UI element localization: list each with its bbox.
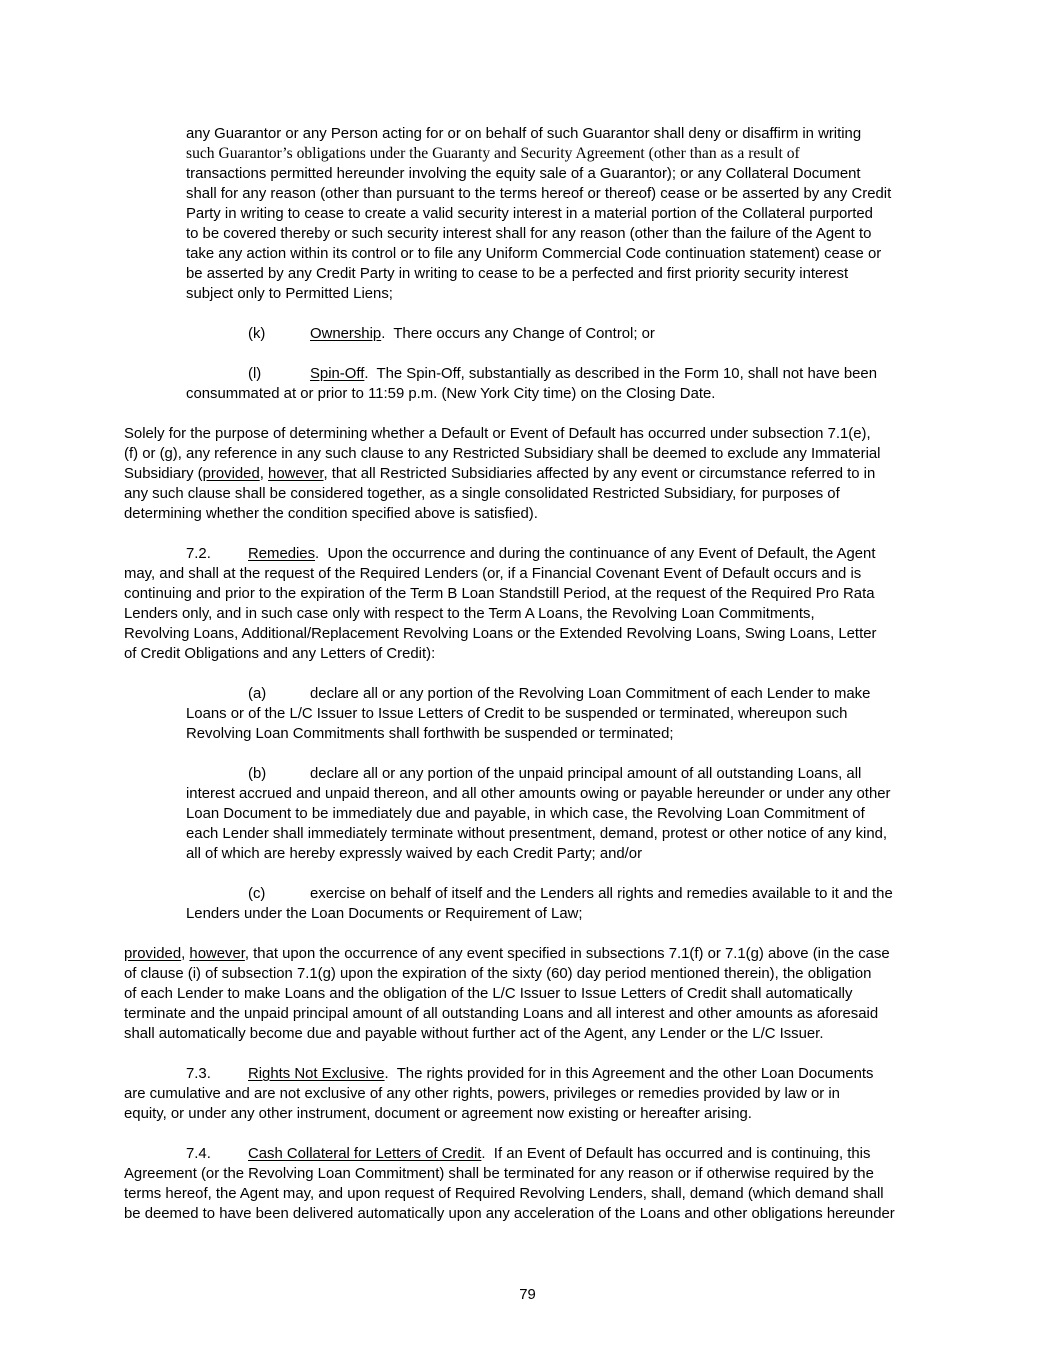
text-line: take any action within its control or to file any Uniform Commercial Code continuation statement) cease or [186, 246, 882, 262]
section-text: . The rights provided for in this Agreement and the other Loan Documents [384, 1066, 874, 1082]
text-line: shall for any reason (other than pursuant to the terms hereof or thereof) cease or be asserted by any Credit [186, 186, 892, 202]
clause-heading: Spin-Off [310, 366, 365, 382]
section-number: 7.2. [186, 546, 211, 562]
text-line: be deemed to have been delivered automatically upon any acceleration of the Loans and other obligations hereunder [124, 1206, 895, 1222]
text-line: each Lender shall immediately terminate without presentment, demand, protest or other notice of any kind, [186, 826, 888, 842]
clause-text: declare all or any portion of the unpaid principal amount of all outstanding Loans, all [310, 766, 862, 782]
text-line: Lenders under the Loan Documents or Requirement of Law; [186, 906, 583, 922]
text-line [124, 464, 875, 484]
section-heading: Cash Collateral for Letters of Credit [248, 1146, 482, 1162]
text-span: , that all Restricted Subsidiaries affected by any event or circumstance referred to in [323, 466, 876, 482]
text-span: , [181, 946, 190, 962]
clause-heading: Ownership [310, 326, 382, 342]
text-line: (f) or (g), any reference in any such clause to any Restricted Subsidiary shall be deemed to exclude any Immaterial [124, 446, 881, 462]
clause-text: . There occurs any Change of Control; or [381, 326, 655, 342]
clause-first-line [248, 884, 893, 904]
text-line: terms hereof, the Agent may, and upon request of Required Revolving Lenders, shall, demand (which demand shall [124, 1186, 884, 1202]
section-text: . If an Event of Default has occurred and is continuing, this [481, 1146, 871, 1162]
text-line: shall automatically become due and payable without further act of the Agent, any Lender or the L/C Issuer. [124, 1026, 824, 1042]
text-line: may, and shall at the request of the Required Lenders (or, if a Financial Covenant Event of Default occurs and is [124, 566, 862, 582]
text-line: Agreement (or the Revolving Loan Commitment) shall be terminated for any reason or if otherwise required by the [124, 1166, 874, 1182]
clause-text: . The Spin-Off, substantially as described in the Form 10, shall not have been [364, 366, 877, 382]
text-line: any such clause shall be considered together, as a single consolidated Restricted Subsidiary, for purposes of [124, 486, 840, 502]
section-heading-line [186, 1144, 870, 1164]
text-line: Loans or of the L/C Issuer to Issue Letters of Credit to be suspended or terminated, whereupon such [186, 706, 848, 722]
provided-term: provided [124, 946, 182, 962]
text-line: Lenders only, and in such case only with respect to the Term A Loans, the Revolving Loan Commitments, [124, 606, 815, 622]
text-line: interest accrued and unpaid thereon, and all other amounts owing or payable hereunder or under any other [186, 786, 891, 802]
text-line: such Guarantor’s obligations under the Guaranty and Security Agreement (other than as a result of [186, 145, 800, 162]
text-line: of clause (i) of subsection 7.1(g) upon the expiration of the sixty (60) day period mentioned therein), the obligation [124, 966, 872, 982]
section-heading: Rights Not Exclusive [248, 1066, 385, 1082]
section-heading: Remedies [248, 546, 316, 562]
text-line: to be covered thereby or such security interest shall for any reason (other than the failure of the Agent to [186, 226, 872, 242]
text-line: continuing and prior to the expiration of the Term B Loan Standstill Period, at the request of the Required Pro Rata [124, 586, 875, 602]
section-number: 7.3. [186, 1066, 211, 1082]
clause-first-line [248, 764, 861, 784]
text-line: transactions permitted hereunder involving the equity sale of a Guarantor); or any Collateral Document [186, 166, 861, 182]
text-line: subject only to Permitted Liens; [186, 286, 393, 302]
text-line: of Credit Obligations and any Letters of Credit): [124, 646, 436, 662]
text-line: Solely for the purpose of determining whether a Default or Event of Default has occurred under subsection 7.1(e), [124, 426, 871, 442]
clause-first-line [248, 684, 870, 704]
however-term: however [268, 466, 324, 482]
page-number: 79 [519, 1287, 536, 1303]
text-line: determining whether the condition specified above is satisfied). [124, 506, 538, 522]
clause-text: exercise on behalf of itself and the Lenders all rights and remedies available to it and the [310, 886, 893, 902]
clause-number: (c) [248, 886, 266, 902]
section-heading-line [186, 544, 875, 564]
text-line: Party in writing to cease to create a valid security interest in a material portion of the Collateral purported [186, 206, 873, 222]
text-line: Loan Document to be immediately due and payable, in which case, the Revolving Loan Commitment of [186, 806, 865, 822]
clause-text: declare all or any portion of the Revolving Loan Commitment of each Lender to make [310, 686, 871, 702]
text-span: , [259, 466, 269, 482]
clause-number: (a) [248, 686, 267, 702]
text-line: of each Lender to make Loans and the obligation of the L/C Issuer to Issue Letters of Credit shall automatically [124, 986, 853, 1002]
text-line: be asserted by any Credit Party in writing to cease to be a perfected and first priority security interest [186, 266, 849, 282]
section-number: 7.4. [186, 1146, 211, 1162]
text-span: , that upon the occurrence of any event specified in subsections 7.1(f) or 7.1(g) above (in the case [244, 946, 890, 962]
clause-number: (b) [248, 766, 267, 782]
section-text: . Upon the occurrence and during the continuance of any Event of Default, the Agent [315, 546, 876, 562]
text-line: all of which are hereby expressly waived by each Credit Party; and/or [186, 846, 643, 862]
clause-l [248, 364, 877, 384]
text-line: are cumulative and are not exclusive of any other rights, powers, privileges or remedies provided by law or in [124, 1086, 840, 1102]
clause-k [248, 324, 655, 344]
text-line [124, 944, 890, 964]
text-line: terminate and the unpaid principal amount of all outstanding Loans and all interest and other amounts as aforesaid [124, 1006, 879, 1022]
section-heading-line [186, 1064, 873, 1084]
clause-number: (l) [248, 366, 262, 382]
text-span: Subsidiary ( [124, 466, 203, 482]
provided-term: provided [202, 466, 260, 482]
text-line: Revolving Loan Commitments shall forthwith be suspended or terminated; [186, 726, 674, 742]
text-line: consummated at or prior to 11:59 p.m. (New York City time) on the Closing Date. [186, 386, 716, 402]
text-line: equity, or under any other instrument, document or agreement now existing or hereafter arising. [124, 1106, 752, 1122]
however-term: however [189, 946, 245, 962]
clause-number: (k) [248, 326, 266, 342]
text-line: Revolving Loans, Additional/Replacement Revolving Loans or the Extended Revolving Loans, Swing Loans, Letter [124, 626, 877, 642]
text-line: any Guarantor or any Person acting for or on behalf of such Guarantor shall deny or disaffirm in writing [186, 126, 862, 142]
